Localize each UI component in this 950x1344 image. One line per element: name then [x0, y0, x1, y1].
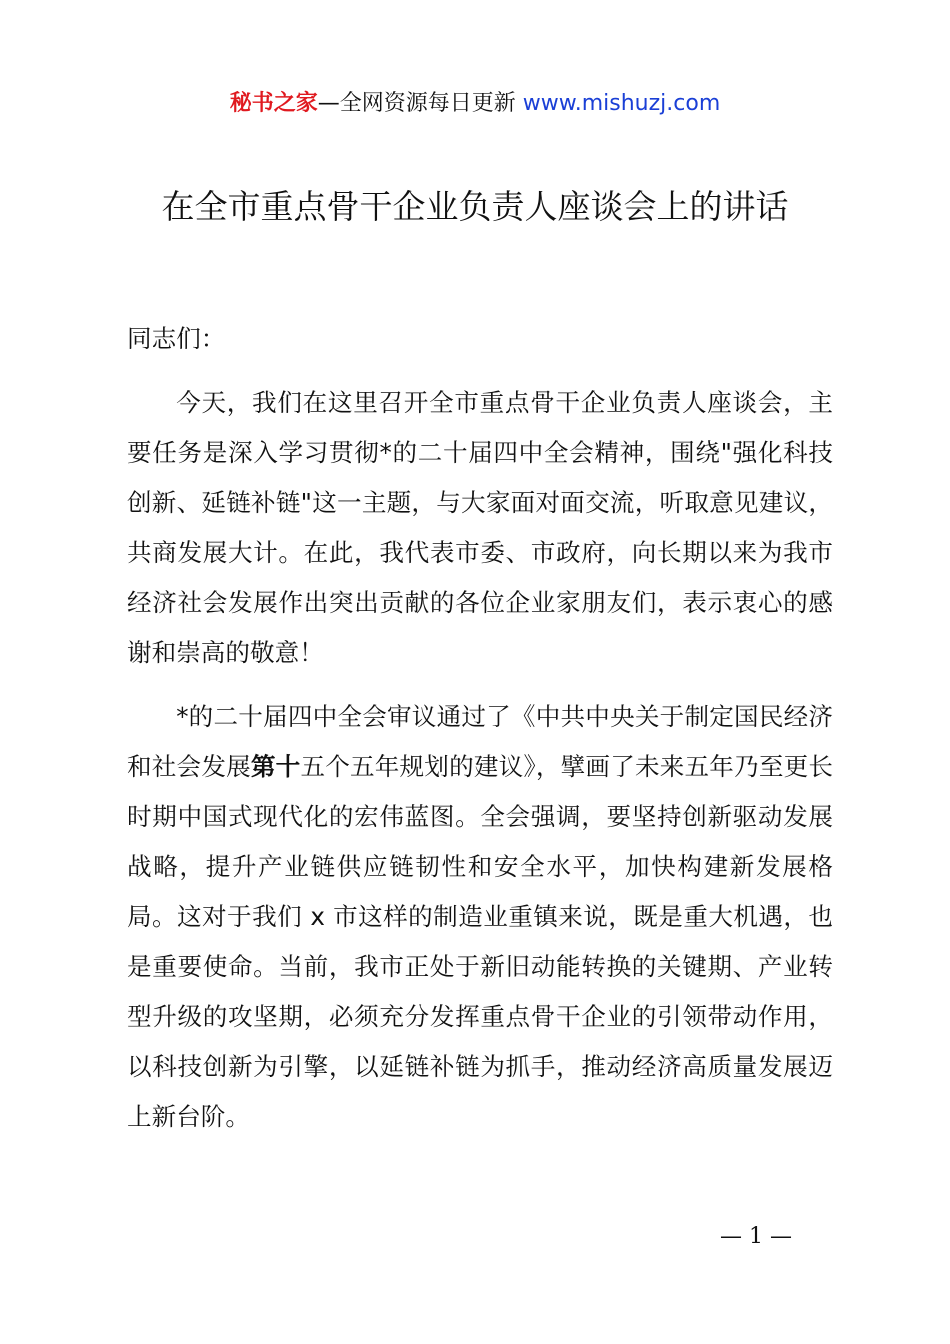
site-link[interactable]: www.mishuzj.com [522, 91, 721, 116]
header-tagline: —全网资源每日更新 [317, 91, 516, 116]
paragraph-1: 今天，我们在这里召开全市重点骨干企业负责人座谈会，主要任务是深入学习贯彻*的二十届四中全会精神，围绕"强化科技创新、延链补链"这一主题，与大家面对面交流，听取意见建议，共商发展大计。在此，我代表市委、市政府，向长期以来为我市经济社会发展作出突出贡献的各位企业家朋友们，表示衷心的感谢和崇高的敬意！ [127, 388, 833, 667]
salutation: 同志们： [127, 324, 226, 353]
document-body [127, 314, 833, 1156]
paragraph-2-part-1: *的二十届四中全会审议通过了《中共中央关于制定国民经济和社会发展 [127, 702, 833, 781]
header-banner [0, 88, 950, 120]
paragraph-2-part-2: 五个五年规划的建议》，擘画了未来五年乃至更长时期中国式现代化的宏伟蓝图。全会强调，要坚持创新驱动发展战略，提升产业链供应链韧性和安全水平，加快构建新发展格局。这对于我们 x 市这样的制造业重镇来说，既是重大机遇，也是重要使命。当前，我市正处于新旧动能转换的关键期、产业转型升级的攻坚期，必须充分发挥重点骨干企业的引领带动作用，以科技创新为引擎，以延链补链为抓手，推动经济高质量发展迈上新台阶。 [127, 752, 833, 1131]
brand-name: 秘书之家 [229, 91, 318, 116]
paragraph-2 [127, 692, 833, 1142]
page-number: — 1 — [720, 1224, 792, 1249]
paragraph-2-bold: 第十 [250, 752, 301, 781]
document-title: 在全市重点骨干企业负责人座谈会上的讲话 [161, 187, 789, 226]
